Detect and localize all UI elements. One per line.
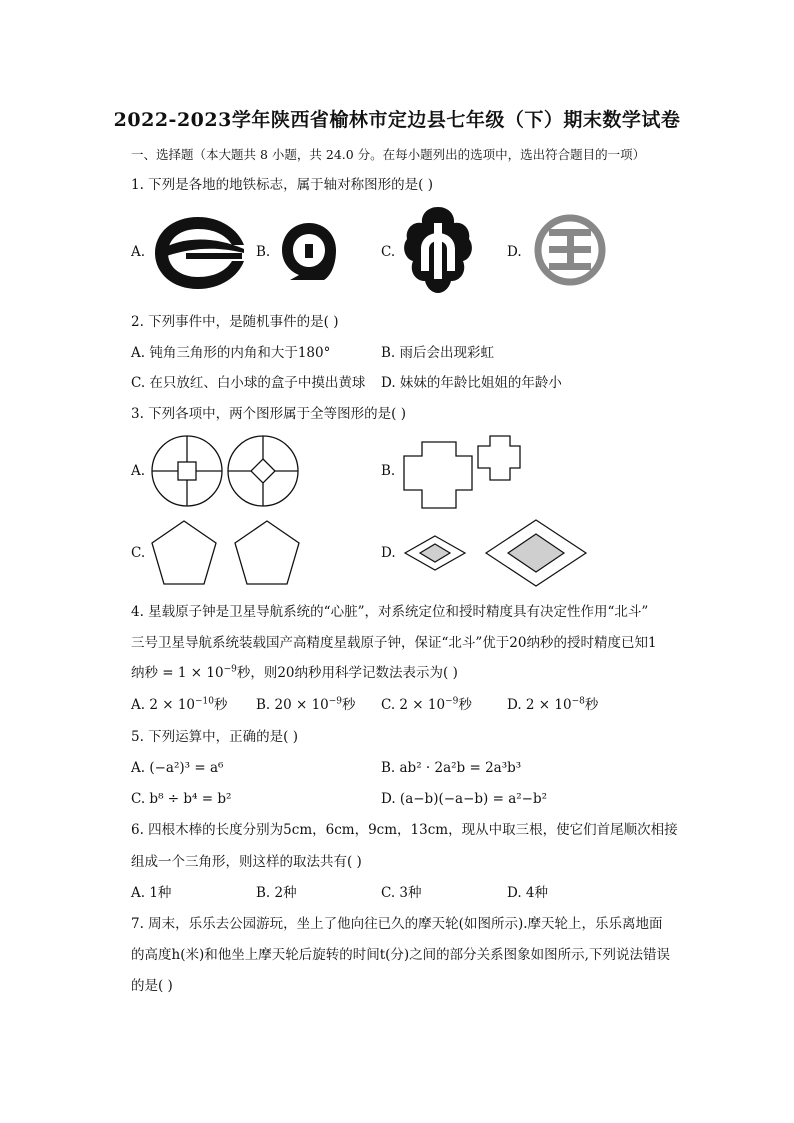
q1-label-b: B.	[256, 244, 271, 260]
q7-line-3: 的是( )	[131, 978, 173, 994]
q4-option-c	[381, 696, 472, 714]
q4-line-3-pre: 纳秒 = 1 × 10	[131, 665, 224, 681]
q6-line-1: 6. 四根木棒的长度分别为5cm，6cm，9cm，13cm，现从中取三根，使它们首尾顺次相接	[131, 822, 678, 838]
q4-b-post: 秒	[342, 697, 356, 713]
q3-stem: 3. 下列各项中，两个图形属于全等图形的是( )	[131, 406, 406, 422]
q3-label-b: B.	[381, 463, 396, 479]
q6-option-c: C. 3种	[381, 885, 422, 901]
metro-logo-c-icon	[403, 205, 473, 295]
q2-option-c: C. 在只放红、白小球的盒子中摸出黄球	[131, 375, 366, 391]
q4-a-pre: A. 2 × 10	[131, 697, 195, 713]
q4-option-a	[131, 696, 228, 714]
q5-option-a: A. (−a²)³ = a⁶	[131, 760, 224, 776]
q4-line-3	[131, 664, 458, 682]
q6-line-2: 组成一个三角形，则这样的取法共有( )	[131, 854, 362, 870]
q6-option-d: D. 4种	[507, 885, 549, 901]
q4-line-1: 4. 星载原子钟是卫星导航系统的“心脏”，对系统定位和授时精度具有决定性作用“北斗”	[131, 604, 649, 620]
section-heading: 一、选择题（本大题共 8 小题，共 24.0 分。在每小题列出的选项中，选出符合题目的一项）	[131, 147, 646, 162]
q2-option-a: A. 钝角三角形的内角和大于180°	[131, 345, 331, 361]
q5-option-d: D. (a−b)(−a−b) = a²−b²	[381, 791, 548, 807]
q6-option-b: B. 2种	[256, 885, 297, 901]
q1-label-c: C.	[381, 244, 396, 260]
q4-d-post: 秒	[584, 697, 599, 713]
q3-figure-c	[150, 518, 304, 588]
q5-stem: 5. 下列运算中，正确的是( )	[131, 729, 298, 745]
q4-line-3-post: 秒，则20纳秒用科学记数法表示为( )	[236, 665, 458, 681]
q4-b-sup: −9	[328, 696, 343, 707]
q4-option-d	[507, 696, 598, 714]
q3-figure-a	[150, 433, 302, 509]
metro-logo-d-icon	[533, 213, 607, 287]
q4-c-post: 秒	[458, 697, 472, 713]
q7-line-2: 的高度h(米)和他坐上摩天轮后旋转的时间t(分)之间的部分关系图象如图所示,下列说法错误	[131, 947, 670, 963]
q2-stem: 2. 下列事件中，是随机事件的是( )	[131, 314, 339, 330]
q2-option-d: D. 妹妹的年龄比姐姐的年龄小	[381, 375, 562, 391]
q1-stem: 1. 下列是各地的地铁标志，属于轴对称图形的是( )	[131, 177, 433, 193]
q2-option-b: B. 雨后会出现彩虹	[381, 345, 495, 361]
q4-option-b	[256, 696, 356, 714]
q7-line-1: 7. 周末，乐乐去公园游玩，坐上了他向往已久的摩天轮(如图所示).摩天轮上，乐乐离地面	[131, 916, 663, 932]
q3-label-a: A.	[131, 463, 146, 479]
q4-d-sup: −8	[571, 696, 585, 707]
q4-line-3-sup: −9	[223, 664, 237, 675]
page-title: 2022-2023学年陕西省榆林市定边县七年级（下）期末数学试卷	[113, 109, 681, 131]
q5-option-c: C. b⁸ ÷ b⁴ = b²	[131, 791, 232, 807]
q4-a-sup: −10	[195, 696, 214, 707]
q6-option-a: A. 1种	[131, 885, 172, 901]
metro-logo-a-icon	[150, 213, 250, 293]
q4-c-pre: C. 2 × 10	[381, 697, 446, 713]
q4-line-2: 三号卫星导航系统装载国产高精度星载原子钟，保证“北斗”优于20纳秒的授时精度已知1	[131, 635, 657, 651]
q1-label-d: D.	[507, 244, 522, 260]
q4-b-pre: B. 20 × 10	[256, 697, 329, 713]
q1-label-a: A.	[131, 244, 146, 260]
q3-label-d: D.	[381, 545, 396, 561]
metro-logo-b-icon	[278, 220, 340, 282]
q4-a-post: 秒	[214, 697, 228, 713]
q4-c-sup: −9	[445, 696, 459, 707]
q3-figure-b	[402, 434, 527, 514]
q3-label-c: C.	[131, 545, 146, 561]
q3-figure-d	[402, 518, 588, 590]
q4-d-pre: D. 2 × 10	[507, 697, 572, 713]
q5-option-b: B. ab² · 2a²b = 2a³b³	[381, 760, 522, 776]
